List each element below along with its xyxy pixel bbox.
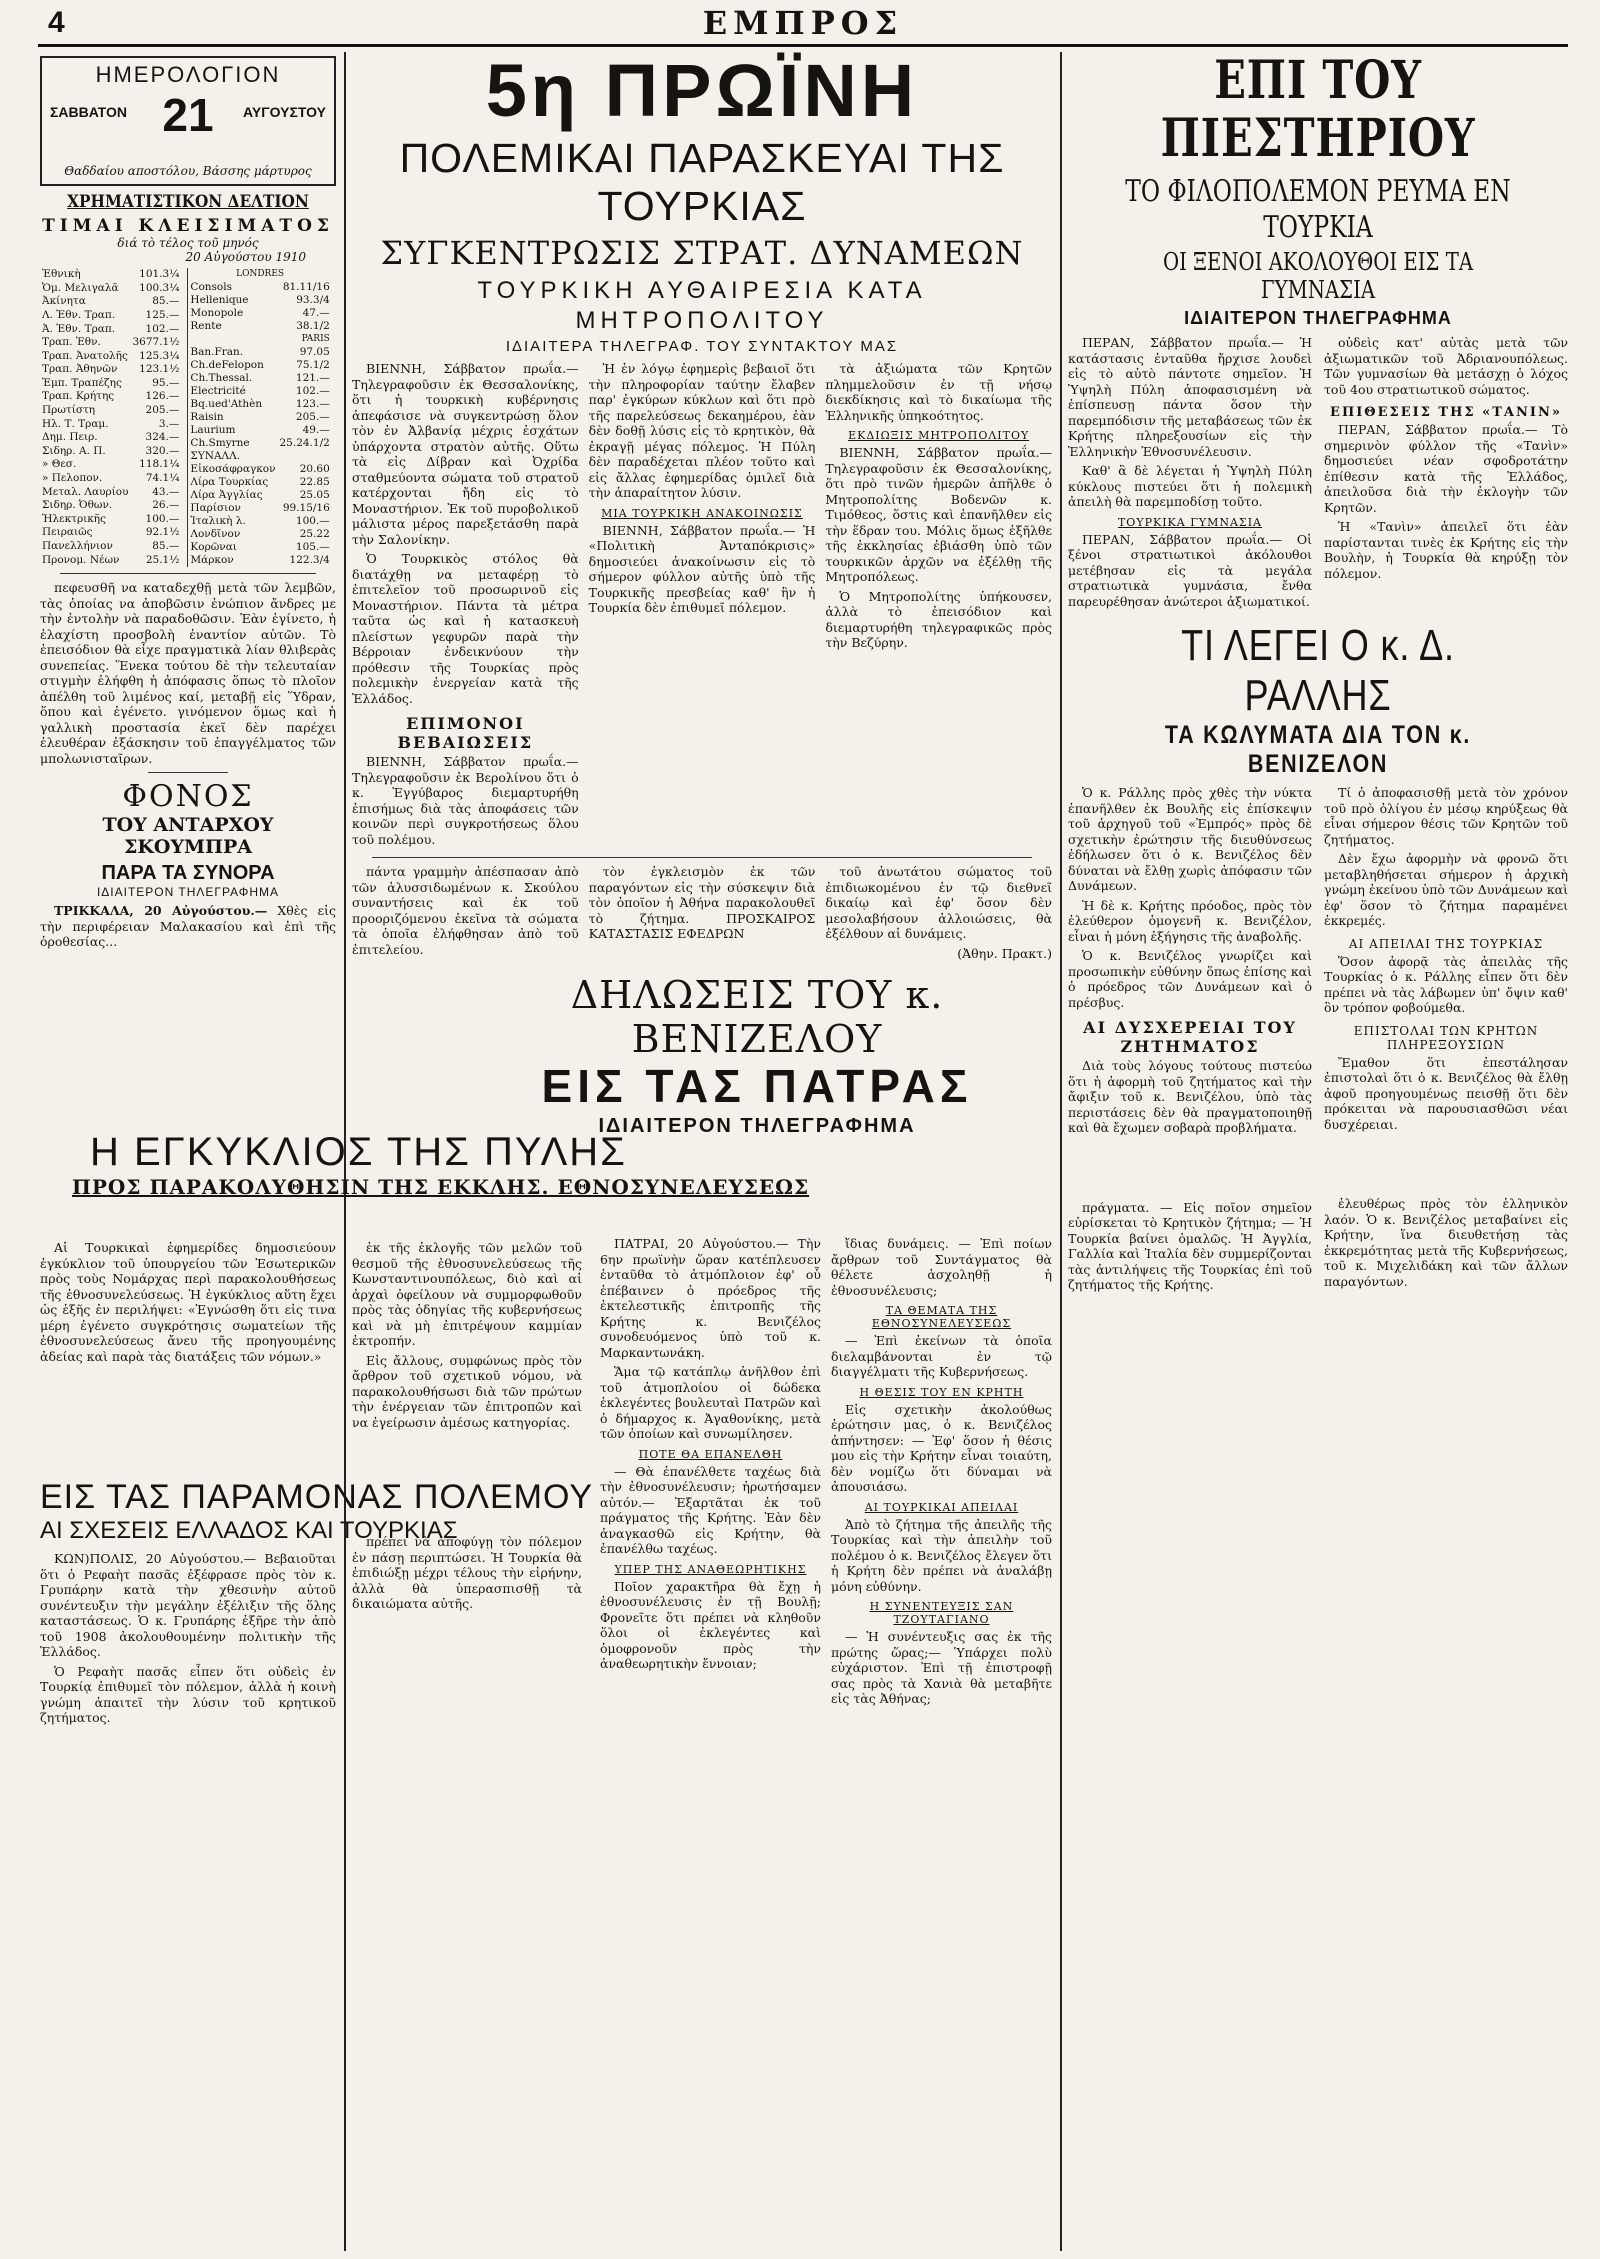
stock-name: ΣΥΝΑΛΛ. bbox=[190, 450, 241, 462]
warlike-current-headline: ΤΟ ΦΙΛΟΠΟΛΕΜΟΝ ΡΕΥΜΑ ΕΝ ΤΟΥΡΚΙΑ bbox=[1125, 174, 1511, 245]
stock-row bbox=[188, 281, 332, 294]
section-heading: Η ΣΥΝΕΝΤΕΥΞΙΣ ΣΑΝ ΤΖΟΥΤΑΓΙΑΝΟ bbox=[869, 1600, 1014, 1626]
stock-row bbox=[40, 526, 181, 540]
article-text: Ἡ «Τανὶν» ἀπειλεῖ ὅτι ἐὰν παρίστανται τινὲς ἐκ Κρήτης εἰς τὴν Βουλὴν, ἡ Τουρκία θὰ κηρύξῃ τὸν πόλεμον. bbox=[1324, 519, 1568, 581]
stock-price: 101.3¼ bbox=[139, 268, 180, 281]
stock-label-row bbox=[188, 333, 332, 346]
encyclical-block bbox=[40, 1130, 1052, 1199]
stock-price bbox=[278, 450, 332, 463]
stock-row bbox=[40, 553, 181, 567]
article-text: ἐκ τῆς ἐκλογῆς τῶν μελῶν τοῦ θεσμοῦ τῆς ἐθνοσυνελεύσεως τῆς Κωνσταντινουπόλεως, διὸ καὶ αἱ ἀρχαὶ ὀφείλουν νὰ συμμορφωθοῦν πρὸς τὰς ὁδηγίας τῆς κυβερνήσεως καὶ νὰ μὴ ἐπιτρέψουν καμμίαν ἐκτροπήν. bbox=[352, 1240, 582, 1348]
stock-table-athens bbox=[40, 268, 181, 567]
stock-price: 105.— bbox=[295, 541, 330, 553]
article-text: Ὁ κ. Ράλλης πρὸς χθὲς τὴν νύκτα ἐπανῆλθεν ἐκ Βουλῆς εἰς ἐπίσκεψιν τοῦ ἀρχηγοῦ τοῦ «Ἐμπρός» πρὸς δὲ σχετικὴν ἐρώτησιν τῆς διευθύνσεως ἐδήλωσεν ὅτι ὁ κ. Βενιζέλος δὲν δύναται νὰ ἔλθῃ χωρὶς ἀπόφασιν τῶν Δυνάμεων. bbox=[1068, 785, 1312, 893]
stock-name: Λίρα Ἀγγλίας bbox=[190, 489, 263, 501]
stock-price: 43.— bbox=[152, 485, 180, 498]
divider bbox=[372, 857, 1032, 858]
stock-name: » Πελοπον. bbox=[42, 471, 103, 484]
section-heading: ΕΠΙΘΕΣΕΙΣ ΤΗΣ «ΤΑΝΙΝ» bbox=[1330, 405, 1562, 420]
stock-name: Εἰκοσάφραγκον bbox=[190, 463, 276, 475]
stock-price: 85.— bbox=[152, 539, 180, 552]
arbitrariness-headline: ΤΟΥΡΚΙΚΗ ΑΥΘΑΙΡΕΣΙΑ ΚΑΤΑ ΜΗΤΡΟΠΟΛΙΤΟΥ bbox=[477, 277, 927, 334]
section-heading: Η ΘΕΣΙΣ ΤΟΥ ΕΝ ΚΡΗΤΗ bbox=[859, 1385, 1024, 1399]
stock-name: Λ. Ἐθν. Τραπ. bbox=[42, 309, 116, 322]
stock-name: Ἀκίνητα bbox=[42, 295, 86, 308]
section-heading: ΕΠΙΣΤΟΛΑΙ ΤΩΝ ΚΡΗΤΩΝ ΠΛΗΡΕΞΟΥΣΙΩΝ bbox=[1353, 1023, 1539, 1052]
border-dateline: ΤΡΙΚΚΑΛΑ, 20 Αὐγούστου.— bbox=[54, 903, 268, 918]
stock-price: 122.3/4 bbox=[289, 554, 330, 566]
article-text: ΒΙΕΝΝΗ, Σάββατον πρωΐα.—Τηλεγραφοῦσιν ἐκ Θεσσαλονίκης, ὅτι ἡ τουρκικὴ κυβέρνησις ἀπεφάσισε νὰ συγκεντρώσῃ ὅλον τὸν ἐν Ἀλβανίᾳ μέχρις ἐσχάτων ὑπάρχοντα στρατὸν αὐτῆς. Οὕτω τὰ εἰς Δίβραν καὶ Ὀχρίδα σταθμεύοντα σώματα τοῦ στρατοῦ κατέρχονται ἤδη εἰς τὸ Μοναστήριον. Ἐκ τοῦ πυροβολικοῦ μάλιστα μέρος παρεξετάσθη παρὰ τὴν Σαλονίκην. bbox=[352, 361, 579, 547]
article-text: πράγματα. — Εἰς ποῖον σημεῖον εὑρίσκεται τὸ Κρητικὸν ζήτημα; — Ἡ Τουρκία βαίνει ὁμαλῶς. Ἡ Ἀγγλία, Γαλλία καὶ Ἰταλία δὲν συμμερίζονται τὰς ἀντιλήψεις τῆς Τουρκίας ἐπὶ τοῦ ζητήματος τῆς Κρήτης. bbox=[1068, 1199, 1312, 1292]
stock-row bbox=[188, 346, 332, 359]
stock-price: 125.3¼ bbox=[139, 349, 180, 362]
murder-subheading: ΤΟΥ ΑΝΤΑΡΧΟΥ ΣΚΟΥΜΠΡΑ bbox=[102, 814, 274, 858]
stock-name: Ἀ. Ἐθν. Τραπ. bbox=[42, 322, 116, 335]
rallis-article-columns bbox=[1068, 785, 1568, 1297]
border-body: Χθὲς εἰς τὴν περιφέρειαν Μαλακασίου καὶ ἐπὶ τῆς ὁροθεσίας... bbox=[40, 903, 337, 949]
stock-price: 205.— bbox=[295, 411, 330, 423]
stock-row bbox=[188, 450, 332, 463]
article-text: ΠΕΡΑΝ, Σάββατον πρωΐα.— Τὸ σημερινὸν φύλλον τῆς «Τανὶν» δημοσιεύει νέαν σφοδροτάτην ἐπίθεσιν κατὰ τῆς Ἑλλάδος, ἀπειλοῦσα διὰ τὴν ἐκλογὴν τῶν Κρητῶν. bbox=[1324, 422, 1568, 515]
stock-row bbox=[40, 268, 181, 282]
stock-price: 95.— bbox=[152, 376, 180, 389]
section-heading: ΤΑ ΘΕΜΑΤΑ ΤΗΣ ΕΘΝΟΣΥΝΕΛΕΥΣΕΩΣ bbox=[871, 1304, 1012, 1330]
article-text: Εἰς σχετικὴν ἀκολούθως ἐρώτησιν μας, ὁ κ. Βενιζέλος ἀπήντησεν: — Ἐφ' ὅσον ἡ θέσις μου εἰς τὴν Κρήτην εἶναι τοιαύτη, δὲν νομίζω ὅτι δύναμαι νὰ ἀπουσιάσω. bbox=[831, 1401, 1052, 1494]
stock-name: Λονδῖνον bbox=[190, 528, 241, 540]
article-text: Ὁ Τουρκικὸς στόλος θὰ διατάχθῃ να μεταφέρῃ τὸ ἐπιτελεῖον τοῦ προσωρινοῦ εἰς Μοναστήριον. Πάντα τὰ μέτρα ταῦτα ὡς καὶ ἡ κατασκευὴ πλείστων γεφυρῶν παρὰ τὴν Βέρροιαν ἐνδεικνύουν τὴν πρόθεσιν τῆς Τουρκίας πρὸς πολεμικὴν ἐνεργείαν κατὰ τῆς Ἑλλάδος. bbox=[352, 551, 579, 706]
greece-turkey-headline: ΑΙ ΣΧΕΣΕΙΣ ΕΛΛΑΔΟΣ ΚΑΙ ΤΟΥΡΚΙΑΣ bbox=[40, 1517, 458, 1544]
stock-price: 102.— bbox=[145, 322, 180, 335]
stock-row bbox=[40, 445, 181, 459]
article-text: Ὁ Ρεφαὴτ πασᾶς εἶπεν ὅτι οὐδεὶς ἐν Τουρκίᾳ ἐπιθυμεῖ τὸν πόλεμον, ἀλλὰ ἡ κοινὴ γνώμη ἀπαιτεῖ τὴν λύσιν τοῦ κρητικοῦ ζητήματος. bbox=[40, 1663, 336, 1725]
stock-price: 22.85 bbox=[299, 476, 330, 488]
stock-heading: ΧΡΗΜΑΤΙΣΤΙΚΟΝ ΔΕΛΤΙΟΝ bbox=[67, 192, 309, 212]
stock-row bbox=[40, 390, 181, 404]
stock-row bbox=[40, 472, 181, 486]
stock-price: 81.11/16 bbox=[282, 281, 330, 293]
stock-name: Ἠλεκτρικῆς bbox=[42, 512, 106, 525]
stock-price: 100.3¼ bbox=[139, 281, 180, 294]
stock-price: 118.1¼ bbox=[139, 458, 180, 471]
stock-row bbox=[40, 309, 181, 323]
section-heading: ΜΙΑ ΤΟΥΡΚΙΚΗ ΑΝΑΚΟΙΝΩΣΙΣ bbox=[601, 506, 803, 520]
stock-name: Rente bbox=[190, 320, 222, 332]
stock-row bbox=[40, 540, 181, 554]
article-text: — Ἐπὶ ἐκείνων τὰ ὁποῖα διελαμβάνονται ἐν τῷ διαγγέλματι τῆς Κυβερνήσεως. bbox=[831, 1333, 1052, 1379]
stock-name: Σιδηρ. Ὀθων. bbox=[42, 499, 113, 512]
rallis-headline: ΤΙ ΛΕΓΕΙ Ο κ. Δ. ΡΑΛΛΗΣ bbox=[1181, 621, 1455, 720]
stock-row bbox=[188, 320, 332, 333]
section-heading: ΥΠΕΡ ΤΗΣ ΑΝΑΘΕΩΡΗΤΙΚΗΣ bbox=[614, 1562, 807, 1576]
right-column bbox=[1068, 52, 1568, 2251]
article-text: τὸν ἐγκλεισμὸν ἐκ τῶν παραγόντων εἰς τὴν σύσκεψιν διὰ τὸν ὁποῖον ἡ Ἀθήνα παρακολουθεῖ τὸ ζήτημα. ΠΡΟΣΚΑΙΡΟΣ ΚΑΤΑΣΤΑΣΙΣ ΕΦΕΔΡΩΝ bbox=[588, 864, 816, 941]
middle-article-columns bbox=[352, 864, 1052, 965]
section-heading: ΤΟΥΡΚΙΚΑ ΓΥΜΝΑΣΙΑ bbox=[1117, 515, 1263, 529]
stock-price: 102.— bbox=[295, 385, 330, 397]
article-text: ΠΕΡΑΝ, Σάββατον πρωΐα.— Οἱ ξένοι στρατιωτικοὶ ἀκόλουθοι μετέβησαν εἰς τὰ μεγάλα στρατιωτικὰ γυμνάσια, ἔνθα παρευρέθησαν ἀνώτεροι ἀξιωματικοί. bbox=[1068, 531, 1312, 609]
court-telegram-label: ΙΔΙΑΙΤΕΡΟΝ ΤΗΛΕΓΡΑΦΗΜΑ bbox=[1184, 308, 1452, 328]
calendar-saints: Θαδδαίου αποστόλου, Βάσσης μάρτυρος bbox=[64, 164, 312, 178]
war-preparations-headline: ΠΟΛΕΜΙΚΑΙ ΠΑΡΑΣΚΕΥΑΙ ΤΗΣ ΤΟΥΡΚΙΑΣ bbox=[399, 135, 1005, 229]
stock-name: Τραπ. Ἀνατολῆς bbox=[42, 349, 128, 362]
foreign-attaches-headline: ΟΙ ΞΕΝΟΙ ΑΚΟΛΟΥΘΟΙ ΕΙΣ ΤΑ ΓΥΜΝΑΣΙΑ bbox=[1162, 248, 1474, 304]
stock-name: Hellenique bbox=[190, 294, 249, 306]
stock-price: 324.— bbox=[145, 431, 180, 444]
article-text: ἴδιας δυνάμεις. — Ἐπὶ ποίων ἄρθρων τοῦ Συντάγματος θὰ θέλετε ἀσχοληθῇ ἡ ἐθνοσυνέλευσις; bbox=[831, 1236, 1052, 1298]
article-text: Αἱ Τουρκικαὶ ἐφημερίδες δημοσιεύουν ἐγκύκλιον τοῦ ὑπουργείου τῶν Ἐσωτερικῶν πρὸς τοὺς Νομάρχας περὶ παρακολουθήσεως τῆς ἐθνοσυνελεύσεως. Ἡ ἐγκύκλιος αὕτη ἔχει ὡς ἑξῆς ἐν περιλήψει: «Ἐγνώσθη ὅτι εἰς τινα μέρη ἐγένετο συγκρότησις σωματείων τῆς ἐθνοσυνελεύσεως ἄνευ τῆς προηγουμένης ἀδείας καὶ παρὰ τὰς διατάξεις τῶν νόμων.» bbox=[40, 1240, 336, 1364]
stock-price: 97.05 bbox=[299, 346, 330, 358]
venizelos-article-columns bbox=[600, 1236, 1052, 2250]
stock-row bbox=[40, 512, 181, 526]
stock-name: Κορῶναι bbox=[190, 541, 237, 553]
encyclical-subheadline: ΠΡΟΣ ΠΑΡΑΚΟΛΥΘΗΣΙΝ ΤΗΣ ΕΚΚΛΗΣ. ΕΘΝΟΣΥΝΕΛΕΥΣΕΩΣ bbox=[72, 1175, 810, 1199]
stock-price: 20.60 bbox=[299, 463, 330, 475]
article-text: πάντα γραμμὴν ἀπέσπασαν ἀπὸ τῶν ἀλυσσιδωμένων κ. Σκούλου συναντήσεις καὶ ἐκ τοῦ προοριζόμενου ἐκεῖνα τὰ σώματα τὰ ὁποῖα ἐλήφθησαν ἀπὸ τοῦ ἐπιτελείου. bbox=[352, 864, 579, 957]
stock-name: Λίρα Τουρκίας bbox=[190, 476, 269, 488]
stock-row bbox=[40, 417, 181, 431]
stock-price: 25.1½ bbox=[145, 553, 180, 566]
stock-table-foreign bbox=[187, 268, 331, 567]
article-text: Ἡ ἐν λόγῳ ἐφημερὶς βεβαιοῖ ὅτι τὴν πληροφορίαν ταύτην ἔλαβεν παρ' ἐγκύρων κύκλων καὶ ὅτι πρὸ τῆς παρελεύσεως δεκαημέρου, ἐὰν δὲν δοθῇ λύσις εἰς τὸ κρητικὸν, θὰ ἐκραγῇ μέγας πόλεμος. Ἡ Πύλη δὲν παραδέχεται πλέον τοῦτο καὶ εἰς ἄλλας ἐφημερίδας ὁμιλεῖ διὰ τὴν ἀπαραίτητον λύσιν. bbox=[588, 361, 816, 500]
calendar-month: ΑΥΓΟΥΣΤΟΥ bbox=[243, 104, 326, 120]
stock-row bbox=[188, 528, 332, 541]
article-text: Ὁ Μητροπολίτης ὑπήκουσεν, ἀλλὰ τὸ ἐπεισόδιον καὶ διεμαρτυρήθη τηλεγραφικῶς πρὸς τὴν Βεζύρην. bbox=[825, 588, 1053, 650]
article-text: οὐδεὶς κατ' αὐτὰς μετὰ τῶν ἀξιωματικῶν τοῦ Ἀδριανουπόλεως. Τῶν γυμνασίων θὰ μετάσχῃ ὁ λόχος τοῦ 4ου στρατιωτικοῦ σώματος. bbox=[1324, 335, 1568, 397]
stock-row bbox=[188, 307, 332, 320]
stock-row bbox=[40, 363, 181, 377]
stock-price: 74.1¼ bbox=[145, 471, 180, 484]
section-heading: ΑΙ ΔΥΣΧΕΡΕΙΑΙ ΤΟΥ ΖΗΤΗΜΑΤΟΣ bbox=[1083, 1018, 1297, 1056]
stock-row bbox=[188, 476, 332, 489]
article-text: Ὅσον ἀφορᾷ τὰς ἀπειλὰς τῆς Τουρκίας ὁ κ. Ράλλης εἶπεν ὅτι δὲν πρέπει νὰ τὰς λάβωμεν ὑπ' ὄψιν καθ' ὃν τρόπον φοβούμεθα. bbox=[1324, 953, 1568, 1015]
section-heading: ΑΙ ΑΠΕΙΛΑΙ ΤΗΣ ΤΟΥΡΚΙΑΣ bbox=[1348, 936, 1544, 951]
border-telegram-label: ΙΔΙΑΙΤΕΡΟΝ ΤΗΛΕΓΡΑΦΗΜΑ bbox=[96, 885, 280, 899]
stock-price: 100.— bbox=[145, 512, 180, 525]
brief-text: πεφευσθῆ να καταδεχθῇ μετὰ τῶν λεμβῶν, τὰς ὁποίας να ἀποβῶσιν ἐνώπιον ἄνδρες με τὴν ἐντολὴν νὰ παραδοθῶσιν. Ἐὰν ἐγίνετο, ἡ ἐλαχίστη προσβολὴ ἐναντίον αὐτῶν. Τὸ ἐπεισόδιον θὰ εἶχε πραγματικὰ λίαν θλιβερὰς συνεπείας. Ἕνεκα τούτου δὲ τὴν τελευταίαν στιγμὴν ἐλήφθη ἡ ἀπόφασις ὅπως τὸ πλοῖον ἀπέλθη τοῦ λιμένος καί, μεταβῇ εἰς Ὕδραν, ὅπου καὶ ἐγένετο. γινόμενον ὅμως καὶ ἡ γαλλικὴ προστασία ἐκεῖ δὲν παρέχει ἐλευθέραν ἐξάσκησιν τοῦ ἐπαγγέλματος τῶν μπολωνισταῖρων. bbox=[40, 580, 336, 766]
venizelos-telegram-label: ΙΔΙΑΙΤΕΡΟΝ ΤΗΛΕΓΡΑΦΗΜΑ bbox=[598, 1115, 916, 1137]
stock-name: Monopole bbox=[190, 307, 244, 319]
stock-name: Παρίσιον bbox=[190, 502, 241, 514]
stock-row bbox=[188, 398, 332, 411]
stock-price: 93.3/4 bbox=[296, 294, 330, 306]
stock-row bbox=[40, 499, 181, 513]
article-text: τὰ ἀξιώματα τῶν Κρητῶν πλημμελοῦσιν ἐν τῇ νήσῳ διεκδίκησις καὶ τὸ δικαίωμα τῆς Ἑλληνικῆς ὑπηκοότητος. bbox=[825, 361, 1053, 423]
stock-price: 205.— bbox=[145, 404, 180, 417]
stock-name: Bq.ued'Athèn bbox=[190, 398, 263, 410]
stock-row bbox=[40, 485, 181, 499]
stock-name: » Θεσ. bbox=[42, 458, 77, 471]
stock-name: Ban.Fran. bbox=[190, 346, 244, 358]
stock-row bbox=[188, 515, 332, 528]
stock-row bbox=[188, 294, 332, 307]
stock-price: 25.24.1/2 bbox=[279, 437, 330, 449]
court-article-columns bbox=[1068, 335, 1568, 613]
article-text: — Θὰ ἐπανέλθετε ταχέως διὰ τὴν ἐθνοσυνέλευσιν; ἠρωτήσαμεν αὐτόν.— Ἐξαρτᾶται ἐκ τοῦ πράγματος τῆς Κρήτης. Ἐὰν δὲν ἀναγκασθῶ εἰς Κρήτην, θὰ ἐπανέλθω ταχέως. bbox=[600, 1463, 821, 1556]
stock-row bbox=[40, 458, 181, 472]
article-text: Εἰς ἄλλους, συμφώνως πρὸς τὸν ἄρθρον τοῦ σχετικοῦ νόμου, νὰ παρακολουθήσωσι διὰ τῶν πρώτων τὴν ἐνέργειαν τῶν ἐπιτροπῶν καὶ να ἐγείρωσιν ἀμέσως κατηγορίας. bbox=[352, 1352, 582, 1430]
stock-date: 20 Αὐγούστου 1910 bbox=[185, 250, 306, 264]
stock-name: Πρωτίστη bbox=[42, 404, 96, 417]
stock-price: 320.— bbox=[145, 444, 180, 457]
stock-price: 100.— bbox=[295, 515, 330, 527]
section-heading: ΑΙ ΤΟΥΡΚΙΚΑΙ ΑΠΕΙΛΑΙ bbox=[864, 1500, 1019, 1514]
stock-name: Μεταλ. Λαυρίου bbox=[42, 485, 129, 498]
obstacles-headline: ΤΑ ΚΩΛΥΜΑΤΑ ΔΙΑ ΤΟΝ κ. ΒΕΝΙΖΕΛΟΝ bbox=[1164, 721, 1472, 778]
stock-row bbox=[40, 336, 181, 350]
stock-name: Ὁμ. Μελιγαλᾶ bbox=[42, 281, 119, 294]
stock-name: Raisin bbox=[190, 411, 224, 423]
divider bbox=[148, 772, 228, 773]
article-text: ΒΙΕΝΝΗ, Σάββατον πρωΐα.—Τηλεγραφοῦσιν ἐκ Βερολίνου ὅτι ὁ κ. Ἐγγύβαρος διεμαρτυρήθη ἐπισήμως διὰ τὰς ἀποφάσεις τῶν κοινῶν περὶ συγκροτήσεως ὅλου τοῦ πολέμου. bbox=[352, 754, 579, 847]
stock-name: Laurium bbox=[190, 424, 236, 436]
article-text: Ὁ κ. Βενιζέλος γνωρίζει καὶ προσωπικὴν εὐθύνην ὅπως ἐπίσης καὶ ὁ πρόεδρος τῶν Δυνάμεων καὶ ὁ πρέσβυς. bbox=[1068, 948, 1312, 1010]
stock-name: Ch.Smyrne bbox=[190, 437, 250, 449]
article-text: Τί ὁ ἀποφασισθῇ μετὰ τὸν χρόνον τοῦ πρὸ ὀλίγου ἐν μέσῳ κηρύξεως θὰ εἶναι σήμερον θέσις τῶν Κρητῶν τοῦ ζητήματος. bbox=[1324, 785, 1568, 847]
stock-price: 99.15/16 bbox=[282, 502, 330, 514]
stock-row bbox=[40, 322, 181, 336]
stock-price: 126.— bbox=[145, 390, 180, 403]
stock-price: 92.1½ bbox=[145, 526, 180, 539]
article-text: ΠΑΤΡΑΙ, 20 Αὐγούστου.— Τὴν 6ην πρωϊνὴν ὥραν κατέπλευσεν ἐνταῦθα τὸ ἀτμόπλοιον ἐφ' οὗ ἐπέβαινεν ὁ πρόεδρος τῆς ἐκτελεστικῆς ἐπιτροπῆς τῆς Κρήτης κ. Βενιζέλος συνοδευόμενος ὑπὸ τοῦ κ. Μαρκαντωνάκη. bbox=[600, 1236, 821, 1360]
prices-heading: ΤΙΜΑΙ ΚΛΕΙΣΙΜΑΤΟΣ bbox=[42, 216, 334, 236]
stock-price: 38.1/2 bbox=[296, 320, 330, 332]
article-text: ἐλευθέρως πρὸς τὸν ἑλληνικὸν λαόν. Ὁ κ. Βενιζέλος μεταβαίνει εἰς Κρήτην, ἵνα διευθετήσῃ τὰς ἐκκρεμότητας μετὰ τῆς Κυβερνήσεως, τοῦ κ. Μιχελιδάκη καὶ τῶν ἄλλων παραγόντων. bbox=[1324, 1196, 1568, 1289]
stock-name: Ἐμπ. Τραπέζης bbox=[42, 376, 122, 389]
stock-row bbox=[188, 437, 332, 450]
section-heading: ΕΠΙΜΟΝΟΙ ΒΕΒΑΙΩΣΕΙΣ bbox=[397, 714, 534, 752]
stock-row bbox=[188, 372, 332, 385]
article-text: ΚΩΝ)ΠΟΛΙΣ, 20 Αὐγούστου.— Βεβαιοῦται ὅτι ὁ Ρεφαὴτ πασᾶς ἐξέφρασε πρὸς τὸν κ. Γρυπάρην κατὰ τὴν χθεσινὴν αὐτοῦ συνέντευξιν τὴν μεγάλην ἐξέλιξιν τῆς ὅλης καταστάσεως. Ὁ κ. Γρυπάρης ἐξῆρε τὴν ἀπὸ τοῦ 1908 ἀκολουθουμένην πολιτικὴν τῆς Ἑλλάδος. bbox=[40, 1551, 336, 1659]
stock-row bbox=[40, 377, 181, 391]
stock-price: 49.— bbox=[302, 424, 330, 436]
stock-name: Ηλ. Τ. Τραμ. bbox=[42, 417, 109, 430]
article-text: Καθ' ἃ δὲ λέγεται ἡ Ὑψηλὴ Πύλη κύκλους πιστεύει ὅτι ἡ πολεμικὴ ἀπειλὴ θὰ παρεμποδίσῃ τοῦτο. bbox=[1068, 463, 1312, 509]
stock-price: 25.05 bbox=[299, 489, 330, 501]
article-text: πρέπει νὰ ἀποφύγῃ τὸν πόλεμον ἐν πάσῃ περιπτώσει. Ἡ Τουρκία θὰ ἐπιδιώξῃ μέχρι τέλους τὴν εἰρήνην, ἀλλὰ θὰ ὑπερασπισθῇ τὰ δικαιώματα αὐτῆς. bbox=[352, 1534, 582, 1611]
newspaper-name: ΕΜΠΡΟΣ bbox=[702, 4, 904, 42]
encyclical-headline: Η ΕΓΚΥΚΛΙΟΣ ΤΗΣ ΠΥΛΗΣ bbox=[90, 1130, 627, 1174]
article-text: — Ἡ συνέντευξις σας ἐκ τῆς πρώτης ὥρας;— Ὑπάρχει πολὺ εὐχάριστον. Ἐπὶ τῇ ἐπιστροφῇ σας πρὸς τὰ Χανιὰ θὰ μεταβῆτε εἰς τὰς Ἀθήνας; bbox=[831, 1629, 1052, 1706]
section-heading: ΕΚΔΙΩΞΙΣ ΜΗΤΡΟΠΟΛΙΤΟΥ bbox=[848, 429, 1030, 442]
stock-price: 3677.1½ bbox=[132, 336, 180, 349]
stock-row bbox=[40, 349, 181, 363]
stock-name: Ch.deFelopon bbox=[190, 359, 264, 371]
stock-name: Μάρκον bbox=[190, 554, 234, 566]
masthead bbox=[38, 4, 1568, 47]
article-text: ΒΙΕΝΝΗ, Σάββατον πρωΐα.— Ἡ «Πολιτικὴ Ἀνταπόκρισις» δημοσιεύει ἀνακοίνωσιν εἰς τὸ σήμερον φύλλον αὐτῆς ὑπὸ τῆς Τουρκικῆς πρεσβείας καθ' ἣν ἡ Τουρκία δὲν ἐπιθυμεῖ πόλεμον. bbox=[588, 522, 816, 615]
article-text: Ἔμαθον ὅτι ἐπεστάλησαν ἐπιστολαὶ ὅτι ὁ κ. Βενιζέλος θὰ ἔλθῃ ἀφοῦ προηγουμένως πεισθῇ ὅτι δὲν πρόκειται νὰ παρουσιασθῶσι νέαι δυσχέρειαι. bbox=[1324, 1054, 1568, 1132]
stock-price: 123.— bbox=[295, 398, 330, 410]
stock-subtitle: διά τὸ τέλος τοῦ μηνός bbox=[117, 236, 259, 250]
stock-price: 75.1/2 bbox=[296, 359, 330, 371]
stock-price: 85.— bbox=[152, 295, 180, 308]
stock-name: Τραπ. Ἀθηνῶν bbox=[42, 363, 118, 376]
article-text: Ἅμα τῷ κατάπλῳ ἀνῆλθον ἐπὶ τοῦ ἀτμοπλοίου οἱ δώδεκα ἐκλεγέντες βουλευταὶ Πατρῶν καὶ ὁ δήμαρχος κ. Ἀγαθονίκης, μετὰ τῶν ὁποίων καὶ συνωμίλησεν. bbox=[600, 1364, 821, 1441]
stock-price: 123.1½ bbox=[139, 363, 180, 376]
article-text: Ποῖον χαρακτῆρα θὰ ἔχῃ ἡ ἐθνοσυνέλευσις ἐν τῇ Βουλῇ; Φρονεῖτε ὅτι πρέπει νὰ κληθοῦν ὅλοι οἱ ἐκλεγέντες καὶ ὁμοφρονοῦν πρὸς τὴν ἀναθεωρητικὴν ἔννοιαν; bbox=[600, 1578, 821, 1671]
stock-name: Consols bbox=[190, 281, 232, 293]
war-eve-headline: ΕΙΣ ΤΑΣ ΠΑΡΑΜΟΝΑΣ ΠΟΛΕΜΟΥ bbox=[40, 1478, 594, 1516]
stock-price: 26.— bbox=[152, 499, 180, 512]
calendar-day: 21 bbox=[162, 89, 214, 141]
stock-name: Τραπ. Ἐθν. bbox=[42, 336, 101, 349]
stock-row bbox=[40, 431, 181, 445]
stock-name: Electricité bbox=[190, 385, 246, 397]
stock-name: Ἰταλικὴ λ. bbox=[190, 515, 246, 527]
stock-row bbox=[40, 295, 181, 309]
stock-price: 121.— bbox=[295, 372, 330, 384]
stock-name: Πανελλήνιον bbox=[42, 539, 113, 552]
stock-name: Πειραιῶς bbox=[42, 526, 93, 539]
section-heading: ΠΟΤΕ ΘΑ ΕΠΑΝΕΛΘΗ bbox=[638, 1447, 783, 1461]
border-text bbox=[40, 903, 336, 950]
page-number: 4 bbox=[48, 6, 65, 39]
stock-row bbox=[40, 282, 181, 296]
column-rule bbox=[1060, 52, 1062, 2251]
stock-price: 3.— bbox=[158, 417, 180, 430]
stock-name: Ἐθνικὴ bbox=[42, 268, 81, 281]
patras-headline: ΕΙΣ ΤΑΣ ΠΑΤΡΑΣ bbox=[541, 1060, 973, 1112]
stock-tables bbox=[40, 268, 336, 567]
stock-row bbox=[188, 463, 332, 476]
venizelos-headline: ΔΗΛΩΣΕΙΣ ΤΟΥ κ. ΒΕΝΙΖΕΛΟΥ bbox=[570, 973, 944, 1061]
stock-name: Τραπ. Κρήτης bbox=[42, 390, 115, 403]
stock-row bbox=[188, 489, 332, 502]
article-text: ΠΕΡΑΝ, Σάββατον πρωΐα.— Ἡ κατάστασις ἐνταῦθα ἤρχισε λουδεὶ εἰς τὸ αὐτὸ πάντοτε σημεῖον. Ἡ Ὑψηλὴ Πύλη ἀποφασισμένη νὰ ἐπίσπευσῃ πάντα ὅσον τὴν παρεμπόδισιν τῆς μεταβάσεως τῶν ἐκ Κρήτης πληρεξουσίων εἰς τὴν Ἑλληνικὴν Ἐθνοσυνέλευσιν. bbox=[1068, 335, 1312, 459]
stock-name: Προνομ. Νέων bbox=[42, 553, 120, 566]
stock-label-london: LONDRES bbox=[236, 269, 285, 279]
stock-price: 25.22 bbox=[299, 528, 330, 540]
border-heading: ΠΑΡΑ ΤΑ ΣΥΝΟΡΑ bbox=[101, 862, 275, 884]
stock-row bbox=[188, 554, 332, 567]
stock-row bbox=[188, 385, 332, 398]
article-text: Δὲν ἔχω ἀφορμὴν νὰ φρονῶ ὅτι μεταβληθήσεται σήμερον ἡ ἀρχικὴ γνώμη ἐκείνου ὑπὸ τῶν Δυνάμεων καὶ ἐφ' ὅσον τὸ ζήτημα παραμένει ἐκκρεμές. bbox=[1324, 851, 1568, 928]
article-text: Ἡ δὲ κ. Κρήτης πρόοδος, πρὸς τὸν ἐλεύθερον ὁμογενῆ κ. Βενιζέλον, εἶναι ἡ μόνη ἐξήγησις τῆς ἀναβολῆς. bbox=[1068, 897, 1312, 944]
article-text: ΒΙΕΝΝΗ, Σάββατον πρωΐα.—Τηλεγραφοῦσιν ἐκ Θεσσαλονίκης, ὅτι πρὸ τινῶν ἡμερῶν ἀπῆλθε ὁ Μητροπολίτης Βοδενῶν κ. Τιμόθεος, ὅστις καὶ ἐπανῆλθεν εἰς τὴν ἕδραν του. Μόλις ὅμως ἐξῆλθε τῆς ἐκκλησίας ἐβιάσθη ὑπὸ τῶν τουρκικῶν ἀρχῶν να ἐξέλθῃ τῆς Μητροπόλεως. bbox=[825, 445, 1053, 584]
calendar-title: ΗΜΕΡΟΛΟΓΙΟΝ bbox=[95, 62, 281, 87]
stock-row bbox=[188, 424, 332, 437]
press-headline: ΕΠΙ ΤΟΥ ΠΙΕΣΤΗΡΙΟΥ bbox=[1160, 50, 1476, 169]
lower-middle-column bbox=[352, 1240, 582, 2250]
stock-price: 125.— bbox=[145, 309, 180, 322]
special-telegrams-label: ΙΔΙΑΙΤΕΡΑ ΤΗΛΕΓΡΑΦ. ΤΟΥ ΣΥΝΤΑΚΤΟΥ ΜΑΣ bbox=[505, 338, 899, 355]
concentration-headline: ΣΥΓΚΕΝΤΡΩΣΙΣ ΣΤΡΑΤ. ΔΥΝΑΜΕΩΝ bbox=[380, 234, 1024, 272]
article-text: Ἀπὸ τὸ ζήτημα τῆς ἀπειλῆς τῆς Τουρκίας καὶ τὴν ἀπειλὴν τοῦ πολέμου ὁ κ. Βενιζέλος ἔλεγεν ὅτι ἡ Κρήτη δὲν πρέπει νὰ ἀναλάβῃ μόνη εὐθύνην. bbox=[831, 1516, 1052, 1594]
murder-heading: ΦΟΝΟΣ bbox=[122, 779, 254, 814]
article-signature: (Ἀθην. Πρακτ.) bbox=[957, 945, 1053, 961]
stock-row bbox=[188, 502, 332, 515]
divider bbox=[60, 573, 316, 574]
stock-row bbox=[188, 541, 332, 554]
stock-price: 47.— bbox=[302, 307, 330, 319]
stock-row bbox=[40, 404, 181, 418]
stock-row bbox=[188, 411, 332, 424]
stock-row bbox=[188, 359, 332, 372]
calendar-weekday: ΣΑΒΒΑΤΟΝ bbox=[50, 104, 127, 120]
stock-name: Σιδηρ. Α. Π. bbox=[42, 444, 106, 457]
top-article-columns bbox=[352, 361, 1052, 851]
stock-label-paris: PARIS bbox=[301, 334, 330, 344]
stock-name: Δημ. Πειρ. bbox=[42, 431, 98, 444]
article-text: τοῦ ἀνωτάτου σώματος τοῦ ἐπιδιωκομένου ἐν τῷ διεθνεῖ δικαίῳ καὶ ἐφ' ὅσον δὲν μεσολαβήσουν ἀλλοιώσεις, θὰ ἐξέλθουν αἱ δυνάμεις. bbox=[825, 864, 1053, 941]
calendar-box bbox=[40, 56, 336, 186]
article-text: Διὰ τοὺς λόγους τούτους πιστεύω ὅτι ἡ ἀφορμὴ τοῦ ζητήματος καὶ τὴν ἄφιξιν τοῦ κ. Βενιζέλου, ὑπὸ τὰς περιστάσεις δὲν θὰ πραγματοποιηθῇ καὶ θὰ ἔχωμεν σοβαρὰ προβλήματα. bbox=[1068, 1058, 1312, 1135]
stock-name: Ch.Thessal. bbox=[190, 372, 253, 384]
edition-headline: 5η ΠΡΩΪΝΗ bbox=[485, 49, 919, 132]
